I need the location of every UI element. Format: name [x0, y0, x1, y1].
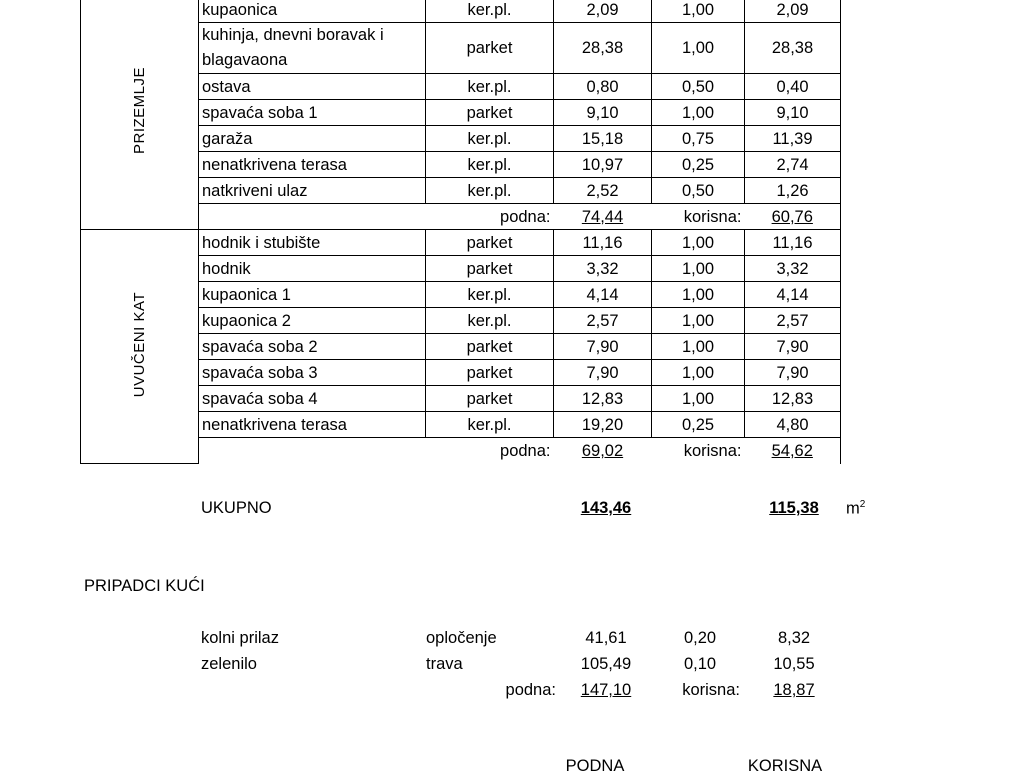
room-name: hodnik [199, 256, 426, 282]
unit-symbol: m [846, 499, 860, 518]
room-coef: 1,00 [652, 334, 745, 360]
room-coef: 1,00 [652, 230, 745, 256]
room-korisna: 2,09 [745, 0, 841, 23]
pripadak-korisna: 8,32 [777, 629, 811, 647]
pripadak-korisna: 10,55 [773, 655, 815, 673]
subtotal-podna-value: 69,02 [554, 438, 652, 464]
total-label: UKUPNO [201, 499, 272, 517]
room-coef: 1,00 [652, 256, 745, 282]
room-material: parket [426, 334, 554, 360]
room-material: parket [426, 386, 554, 412]
room-podna: 19,20 [554, 412, 652, 438]
room-korisna: 7,90 [745, 334, 841, 360]
total-unit [846, 499, 865, 519]
area-table [80, 0, 841, 464]
room-name: nenatkrivena terasa [199, 412, 426, 438]
room-material: parket [426, 256, 554, 282]
room-coef: 0,25 [652, 412, 745, 438]
room-korisna: 12,83 [745, 386, 841, 412]
total-podna: 143,46 [580, 499, 632, 517]
footer-korisna-header: KORISNA [747, 757, 823, 775]
room-material: ker.pl. [426, 178, 554, 204]
pripadak-coef: 0,20 [683, 629, 717, 647]
subtotal-korisna-value: 54,62 [745, 438, 841, 464]
room-material: ker.pl. [426, 0, 554, 23]
room-name: kupaonica 2 [199, 308, 426, 334]
room-podna: 2,09 [554, 0, 652, 23]
room-name: kupaonica [199, 0, 426, 23]
pripadak-coef: 0,10 [683, 655, 717, 673]
room-podna: 0,80 [554, 74, 652, 100]
room-coef: 0,25 [652, 152, 745, 178]
room-material: parket [426, 230, 554, 256]
room-name: kuhinja, dnevni boravak i blagavaona [199, 23, 426, 74]
subtotal-podna-label: podna: [426, 438, 554, 464]
subtotal-korisna-label: korisna: [652, 438, 745, 464]
room-coef: 1,00 [652, 282, 745, 308]
room-name: natkriveni ulaz [199, 178, 426, 204]
room-korisna: 1,26 [745, 178, 841, 204]
room-coef: 1,00 [652, 23, 745, 74]
subtotal-podna-value: 74,44 [554, 204, 652, 230]
pripadak-material: trava [426, 655, 463, 673]
room-podna: 3,32 [554, 256, 652, 282]
pripadci-korisna-value: 18,87 [773, 681, 815, 699]
room-coef: 0,75 [652, 126, 745, 152]
pripadci-podna-value: 147,10 [580, 681, 632, 699]
room-korisna: 3,32 [745, 256, 841, 282]
room-name: hodnik i stubište [199, 230, 426, 256]
room-korisna: 28,38 [745, 23, 841, 74]
subtotal-korisna-value: 60,76 [745, 204, 841, 230]
room-material: ker.pl. [426, 308, 554, 334]
room-coef: 0,50 [652, 178, 745, 204]
room-name: spavaća soba 2 [199, 334, 426, 360]
room-korisna: 2,74 [745, 152, 841, 178]
room-korisna: 0,40 [745, 74, 841, 100]
room-podna: 2,52 [554, 178, 652, 204]
room-podna: 7,90 [554, 334, 652, 360]
room-coef: 1,00 [652, 386, 745, 412]
room-korisna: 11,16 [745, 230, 841, 256]
unit-exponent: 2 [859, 499, 866, 510]
subtotal-podna-label: podna: [426, 204, 554, 230]
pripadci-korisna-label: korisna: [682, 681, 740, 699]
room-material: ker.pl. [426, 412, 554, 438]
room-name: spavaća soba 4 [199, 386, 426, 412]
pripadak-name: kolni prilaz [201, 629, 279, 647]
room-podna: 10,97 [554, 152, 652, 178]
room-coef: 1,00 [652, 308, 745, 334]
subtotal-korisna-label: korisna: [652, 204, 745, 230]
room-coef: 1,00 [652, 100, 745, 126]
pripadci-podna-label: podna: [505, 681, 556, 699]
room-korisna: 4,14 [745, 282, 841, 308]
table-row [81, 0, 841, 23]
room-name: garaža [199, 126, 426, 152]
pripadak-podna: 41,61 [585, 629, 627, 647]
room-coef: 1,00 [652, 0, 745, 23]
pripadak-podna: 105,49 [580, 655, 632, 673]
room-korisna: 2,57 [745, 308, 841, 334]
room-podna: 12,83 [554, 386, 652, 412]
room-podna: 2,57 [554, 308, 652, 334]
floor-label-cell [81, 0, 199, 230]
room-material: parket [426, 100, 554, 126]
floor-label: PRIZEMLJE [130, 67, 148, 155]
room-korisna: 11,39 [745, 126, 841, 152]
room-podna: 4,14 [554, 282, 652, 308]
floor-label: UVUČENI KAT [130, 291, 148, 398]
room-korisna: 4,80 [745, 412, 841, 438]
room-name: kupaonica 1 [199, 282, 426, 308]
room-podna: 15,18 [554, 126, 652, 152]
room-material: ker.pl. [426, 74, 554, 100]
room-podna: 7,90 [554, 360, 652, 386]
room-material: parket [426, 23, 554, 74]
room-coef: 0,50 [652, 74, 745, 100]
room-coef: 1,00 [652, 360, 745, 386]
room-korisna: 9,10 [745, 100, 841, 126]
floor-label-cell [81, 230, 199, 464]
room-material: ker.pl. [426, 126, 554, 152]
pripadci-title: PRIPADCI KUĆI [84, 577, 205, 595]
room-korisna: 7,90 [745, 360, 841, 386]
room-podna: 9,10 [554, 100, 652, 126]
room-podna: 28,38 [554, 23, 652, 74]
pripadak-name: zelenilo [201, 655, 257, 673]
room-material: ker.pl. [426, 152, 554, 178]
footer-podna-header: PODNA [565, 757, 625, 775]
room-name: ostava [199, 74, 426, 100]
table-row [81, 230, 841, 256]
room-name: spavaća soba 3 [199, 360, 426, 386]
pripadak-material: opločenje [426, 629, 497, 647]
room-name: spavaća soba 1 [199, 100, 426, 126]
room-name: nenatkrivena terasa [199, 152, 426, 178]
room-material: parket [426, 360, 554, 386]
room-material: ker.pl. [426, 282, 554, 308]
room-podna: 11,16 [554, 230, 652, 256]
total-korisna: 115,38 [769, 499, 819, 517]
